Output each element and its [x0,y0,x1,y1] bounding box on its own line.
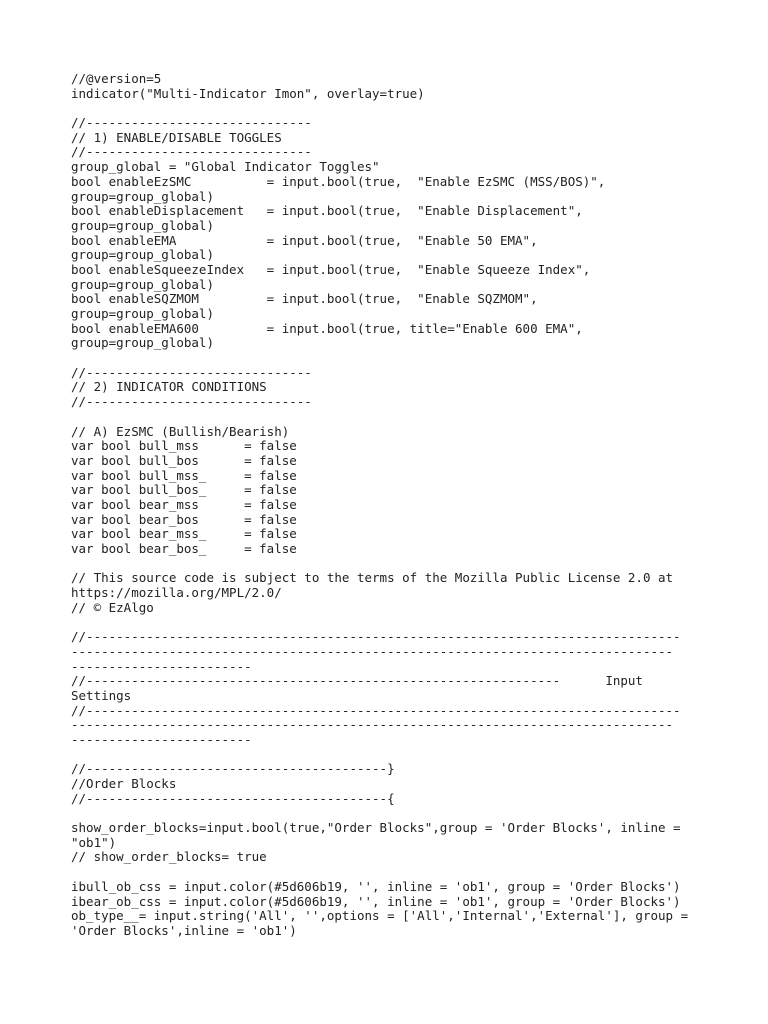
code-line: show_order_blocks=input.bool(true,"Order Blocks",group = 'Order Blocks', inline = [71,821,681,836]
code-line: var bool bear_bos = false [71,512,297,527]
code-document [71,72,711,939]
code-line: group_global = "Global Indicator Toggles" [71,160,380,175]
code-line [71,351,711,366]
code-line [71,615,711,630]
code-line: var bool bear_bos_ = false [71,542,297,556]
code-line: group=group_global) [71,218,214,233]
code-line: bool enableSqueezeIndex = input.bool(true, "Enable Squeeze Index", [71,262,591,277]
code-line: // show_order_blocks= true [71,850,267,865]
code-line: indicator("Multi-Indicator Imon", overlay=true) [71,86,425,101]
code-line: //------------------------------------------------------------------------------- [71,703,681,718]
code-line: group=group_global) [71,248,214,263]
code-line: //------------------------------ [71,365,312,380]
code-line: // This source code is subject to the terms of the Mozilla Public License 2.0 at [71,571,674,586]
code-line: bool enableDisplacement = input.bool(true, "Enable Displacement", [71,204,583,219]
code-line: //----------------------------------------} [71,762,395,777]
code-line: bool enableEMA600 = input.bool(true, title="Enable 600 EMA", [71,321,583,336]
code-line: -------------------------------------------------------------------------------- [71,718,674,733]
code-line [71,748,711,763]
code-line: //------------------------------ [71,395,312,410]
code-line: Settings [71,688,132,703]
code-line: ob_type__= input.string('All', '',options = ['All','Internal','External'], group = [71,909,689,924]
code-line: var bool bull_mss = false [71,439,297,454]
code-line: https://mozilla.org/MPL/2.0/ [71,586,282,601]
code-line: 'Order Blocks',inline = 'ob1') [71,923,297,938]
code-line: group=group_global) [71,336,214,351]
code-line: //--------------------------------------------------------------- Input [71,674,643,689]
code-line: //@version=5 [71,72,162,86]
code-line: bool enableEzSMC = input.bool(true, "Enable EzSMC (MSS/BOS)", [71,174,606,189]
code-line: var bool bull_bos_ = false [71,483,297,498]
code-line: ------------------------ [71,659,252,674]
code-line: // A) EzSMC (Bullish/Bearish) [71,424,290,439]
code-line: bool enableEMA = input.bool(true, "Enable 50 EMA", [71,233,538,248]
code-line: ibull_ob_css = input.color(#5d606b19, '', inline = 'ob1', group = 'Order Blocks') [71,879,681,894]
code-line: var bool bear_mss_ = false [71,527,297,542]
code-line: var bool bear_mss = false [71,497,297,512]
code-line: // © EzAlgo [71,600,154,615]
code-line: // 2) INDICATOR CONDITIONS [71,380,267,395]
code-line: group=group_global) [71,277,214,292]
code-line: // 1) ENABLE/DISABLE TOGGLES [71,130,282,145]
code-line: group=group_global) [71,189,214,204]
code-line: //------------------------------------------------------------------------------- [71,630,681,645]
code-line: //------------------------------ [71,145,312,160]
code-line [71,557,711,572]
code-line: -------------------------------------------------------------------------------- [71,644,674,659]
code-line: //------------------------------ [71,116,312,131]
code-line: "ob1") [71,835,117,850]
code-line [71,865,711,880]
code-line: var bool bull_mss_ = false [71,468,297,483]
code-line: //----------------------------------------{ [71,791,395,806]
code-line: var bool bull_bos = false [71,453,297,468]
code-line [71,806,711,821]
code-line [71,410,711,425]
code-line: group=group_global) [71,307,214,321]
code-line: //Order Blocks [71,777,177,791]
code-line [71,101,711,116]
code-line: ------------------------ [71,732,252,747]
code-line: ibear_ob_css = input.color(#5d606b19, '', inline = 'ob1', group = 'Order Blocks') [71,894,681,909]
code-line: bool enableSQZMOM = input.bool(true, "Enable SQZMOM", [71,292,538,307]
